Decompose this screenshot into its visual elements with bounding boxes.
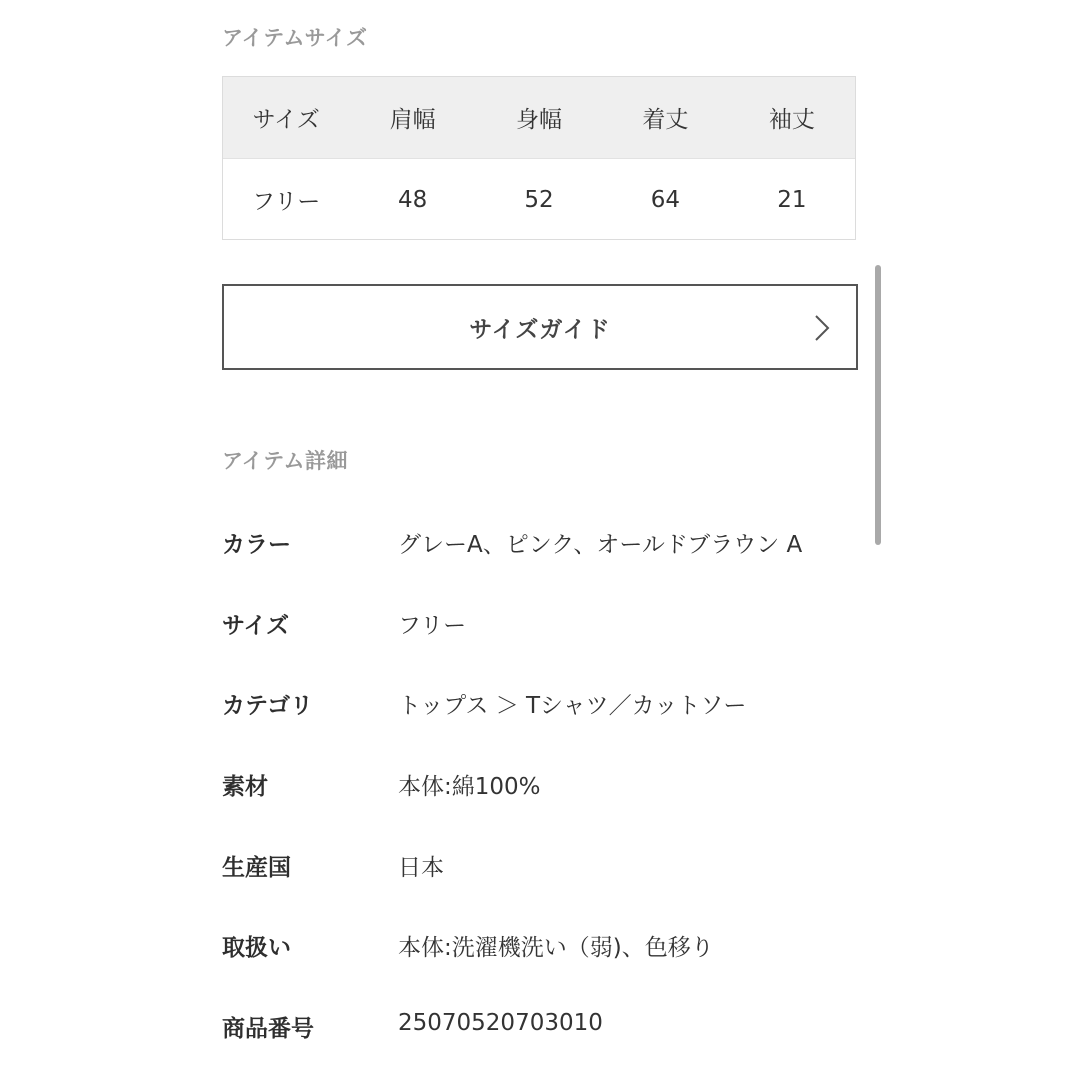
cell-body-width: 52 [524, 186, 554, 213]
detail-label-material: 素材 [222, 774, 268, 801]
detail-label-product-number: 商品番号 [222, 1016, 314, 1043]
size-guide-label: サイズガイド [469, 316, 611, 343]
detail-label-country: 生産国 [222, 854, 291, 881]
item-size-heading: アイテムサイズ [222, 26, 368, 50]
column-header-size: サイズ [252, 107, 320, 133]
column-header-body-width: 身幅 [516, 107, 563, 133]
list-item [222, 762, 862, 843]
detail-label-color: カラー [222, 532, 291, 558]
list-item [222, 1004, 862, 1080]
item-details-heading: アイテム詳細 [222, 449, 349, 473]
detail-label-care: 取扱い [222, 935, 291, 962]
column-header-shoulder-width: 肩幅 [389, 107, 436, 133]
cell-shoulder-width: 48 [397, 186, 428, 213]
chevron-right-icon [814, 314, 830, 342]
cell-length: 64 [650, 186, 681, 213]
detail-label-size: サイズ [222, 612, 290, 639]
detail-value-material: 本体:綿100% [398, 774, 541, 801]
cell-size: フリー [252, 189, 321, 215]
table-row [223, 159, 855, 240]
column-header-sleeve-length: 袖丈 [768, 107, 815, 133]
detail-label-category: カテゴリ [222, 693, 314, 720]
detail-value-size: フリー [398, 612, 467, 639]
list-item [222, 520, 862, 601]
cell-sleeve-length: 21 [777, 186, 807, 213]
size-table [222, 76, 856, 240]
list-item [222, 923, 862, 1004]
detail-value-country: 日本 [398, 854, 444, 881]
list-item [222, 843, 862, 924]
detail-value-category: トップス ＞ Tシャツ／カットソー [398, 693, 747, 720]
detail-value-color: グレーA、ピンク、オールドブラウン A [398, 532, 803, 558]
list-item [222, 681, 862, 762]
detail-value-product-number: 25070520703010 [398, 1010, 603, 1037]
column-header-length: 着丈 [642, 107, 689, 133]
list-item [222, 601, 862, 682]
scrollbar[interactable] [875, 265, 881, 545]
size-guide-button[interactable] [222, 284, 858, 370]
item-details-list [222, 520, 862, 1080]
size-table-header [223, 77, 855, 159]
detail-value-care: 本体:洗濯機洗い（弱)、色移り [398, 935, 714, 962]
